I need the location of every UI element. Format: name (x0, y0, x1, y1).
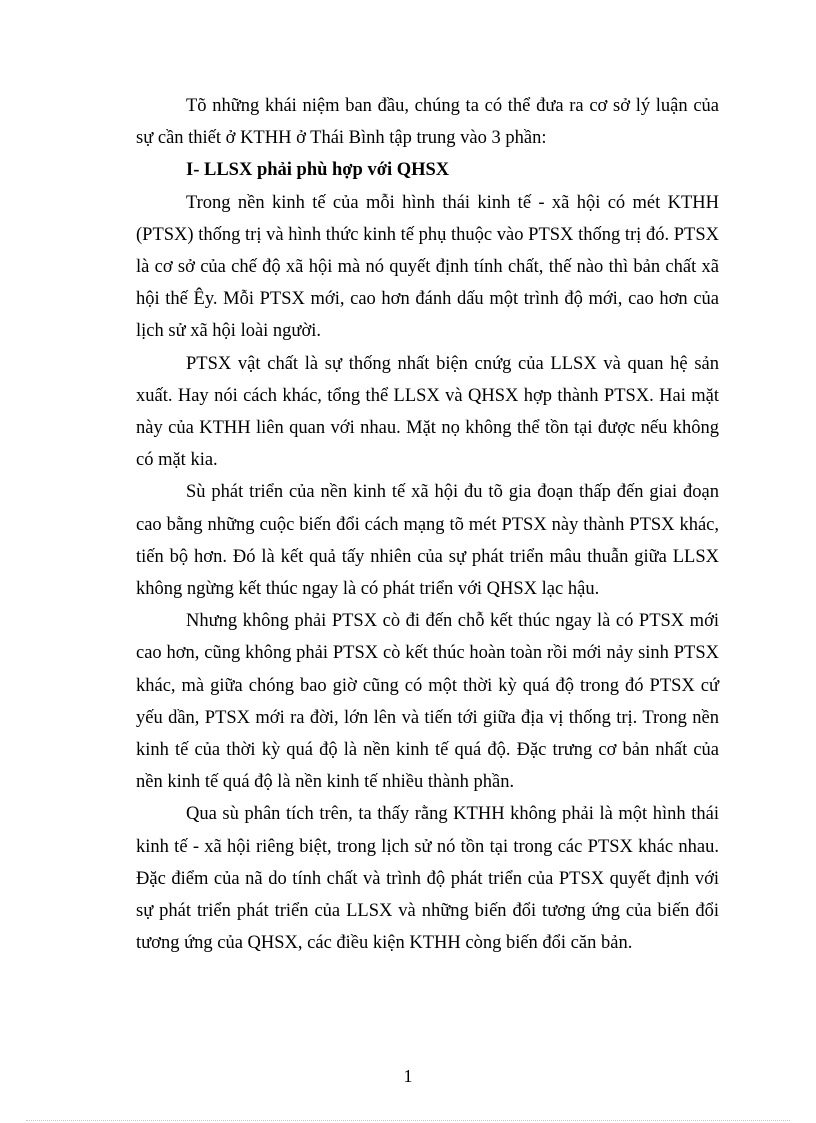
paragraph-transition: Nhưng không phải PTSX cò đi đến chỗ kết thúc ngay là có PTSX mới cao hơn, cũng không phải PTSX cò kết thúc hoàn toàn rồi mới nảy sinh PTSX khác, mà giữa chóng bao giờ cũng có một thời kỳ quá độ trong đó PTSX cứ yếu dần, PTSX mới ra đời, lớn lên và tiến tới giữa địa vị thống trị. Trong nền kinh tế của thời kỳ quá độ là nền kinh tế quá độ. Đặc trưng cơ bản nhất của nền kinh tế quá độ là nền kinh tế nhiều thành phần. (136, 611, 719, 793)
document-body (136, 90, 719, 959)
paragraph-material-mode: PTSX vật chất là sự thống nhất biện cnứg của LLSX và quan hệ sản xuất. Hay nói cách khác, tổng thể LLSX và QHSX hợp thành PTSX. Hai mặt này của KTHH liên quan với nhau. Mặt nọ không thể tồn tại được nếu không có mặt kia. (136, 353, 719, 471)
paragraph-intro: Tõ những khái niệm ban đầu, chúng ta có thể đưa ra cơ sở lý luận của sự cần thiết ở KTHH ở Thái Bình tập trung vào 3 phần: (136, 96, 719, 149)
footer-divider (26, 1120, 790, 1121)
paragraph-dominant-mode: Trong nền kinh tế của mỗi hình thái kinh tế - xã hội có mét KTHH (PTSX) thống trị và hình thức kinh tế phụ thuộc vào PTSX thống trị đó. PTSX là cơ sở của chế độ xã hội mà nó quyết định tính chất, thế nào thì bản chất xã hội thế Êy. Mỗi PTSX mới, cao hơn đánh dấu một trình độ mới, cao hơn của lịch sử xã hội loài người. (136, 192, 719, 342)
paragraph-development: Sù phát triển của nền kinh tế xã hội đu tõ gia đoạn thấp đến giai đoạn cao bằng những cuộc biến đổi cách mạng tõ mét PTSX này thành PTSX khác, tiến bộ hơn. Đó là kết quả tấy nhiên của sự phát triển mâu thuẫn giữa LLSX không ngừng kết thúc ngay là có phát triển với QHSX lạc hậu. (136, 482, 719, 600)
page-number: 1 (403, 1066, 413, 1086)
section-heading: I- LLSX phải phù hợp với QHSX (186, 160, 450, 181)
paragraph-analysis: Qua sù phân tích trên, ta thấy rằng KTHH không phải là một hình thái kinh tế - xã hội riêng biệt, trong lịch sử nó tồn tại trong các PTSX khác nhau. Đặc điểm của nã do tính chất và trình độ phát triển của PTSX quyết định với sự phát triển phát triển của LLSX và những biến đổi tương ứng của biến đổi tương ứng của QHSX, các điều kiện KTHH còng biến đổi căn bản. (136, 804, 719, 954)
